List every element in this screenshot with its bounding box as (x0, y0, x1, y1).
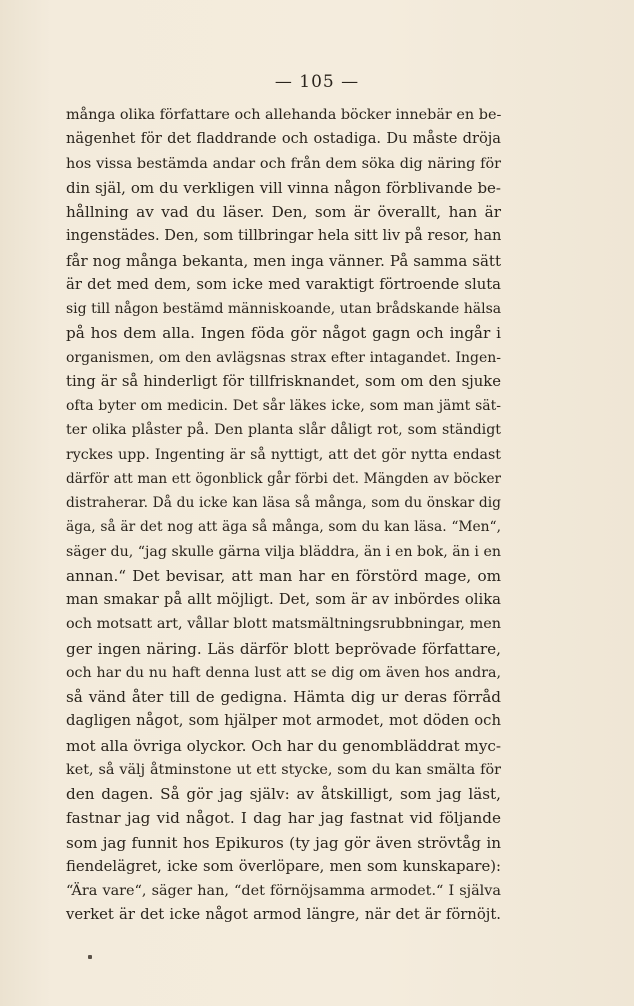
text-line: ofta byter om medicin. Det sår läkes icke, som man jämt sät- (66, 398, 501, 414)
text-line: många olika författare och allehanda böcker innebär en be- (66, 107, 502, 123)
text-line: distraherar. Då du icke kan läsa så många, som du önskar dig (66, 495, 501, 511)
printer-mark (88, 955, 92, 959)
text-line: sig till någon bestämd människoande, utan brådskande hälsa (66, 301, 502, 317)
text-line: hållning av vad du läser. Den, som är överallt, han är (66, 203, 501, 221)
body-text (66, 103, 501, 928)
text-line: ter olika plåster på. Den planta slår dåligt rot, som ständigt (66, 422, 501, 439)
text-line: annan.“ Det bevisar, att man har en förstörd mage, om (66, 566, 501, 585)
text-line: ingenstädes. Den, som tillbringar hela sitt liv på resor, han (66, 227, 502, 245)
text-line: den dagen. Så gör jag själv: av åtskilligt, som jag läst, (66, 785, 501, 803)
text-line: får nog många bekanta, men inga vänner. På samma sätt (66, 251, 501, 270)
text-line: och motsatt art, vållar blott matsmältningsrubbningar, men (66, 616, 501, 633)
text-line: som jag funnit hos Epikuros (ty jag gör även strövtåg in (66, 833, 501, 852)
text-line: är det med dem, som icke med varaktigt förtroende sluta (66, 275, 501, 293)
text-line: hos vissa bestämda andar och från dem söka dig näring för (66, 155, 501, 172)
text-line: fastnar jag vid något. I dag har jag fastnat vid följande (66, 809, 501, 828)
text-line: på hos dem alla. Ingen föda gör något gagn och ingår i (66, 324, 501, 343)
text-line: organismen, om den avlägsnas strax efter intagandet. Ingen- (66, 349, 501, 366)
page-number: — 105 — (274, 72, 360, 92)
text-line: därför att man ett ögonblick går förbi det. Mängden av böcker (66, 470, 501, 487)
text-line: din själ, om du verkligen vill vinna någon förblivande be- (66, 178, 501, 197)
text-line: så vänd åter till de gedigna. Hämta dig ur deras förråd (66, 688, 501, 706)
text-line: äga, så är det nog att äga så många, som du kan läsa. “Men“, (66, 519, 501, 536)
text-line: “Ära vare“, säger han, “det förnöjsamma armodet.“ I själva (66, 883, 501, 899)
text-line: ket, så välj åtminstone ut ett stycke, som du kan smälta för (66, 761, 501, 778)
text-line: dagligen något, som hjälper mot armodet, mot döden och (66, 712, 501, 730)
text-line: ting är så hinderligt för tillfrisknandet, som om den sjuke (66, 372, 501, 390)
text-line: ryckes upp. Ingenting är så nyttigt, att det gör nytta endast (66, 446, 501, 463)
text-line: mot alla övriga olyckor. Och har du genombläddrat myc- (66, 736, 502, 755)
text-line: och har du nu haft denna lust att se dig om även hos andra, (66, 664, 501, 681)
text-line: säger du, “jag skulle gärna vilja bläddra, än i en bok, än i en (66, 543, 501, 560)
text-line: man smakar på allt möjligt. Det, som är av inbördes olika (66, 591, 501, 608)
text-line: verket är det icke något armod längre, när det är förnöjt. (66, 906, 501, 924)
text-line: nägenhet för det fladdrande och ostadiga. Du måste dröja (66, 130, 501, 148)
text-line: ger ingen näring. Läs därför blott beprövade författare, (66, 639, 501, 658)
text-line: fiendelägret, icke som överlöpare, men som kunskapare): (66, 857, 501, 875)
